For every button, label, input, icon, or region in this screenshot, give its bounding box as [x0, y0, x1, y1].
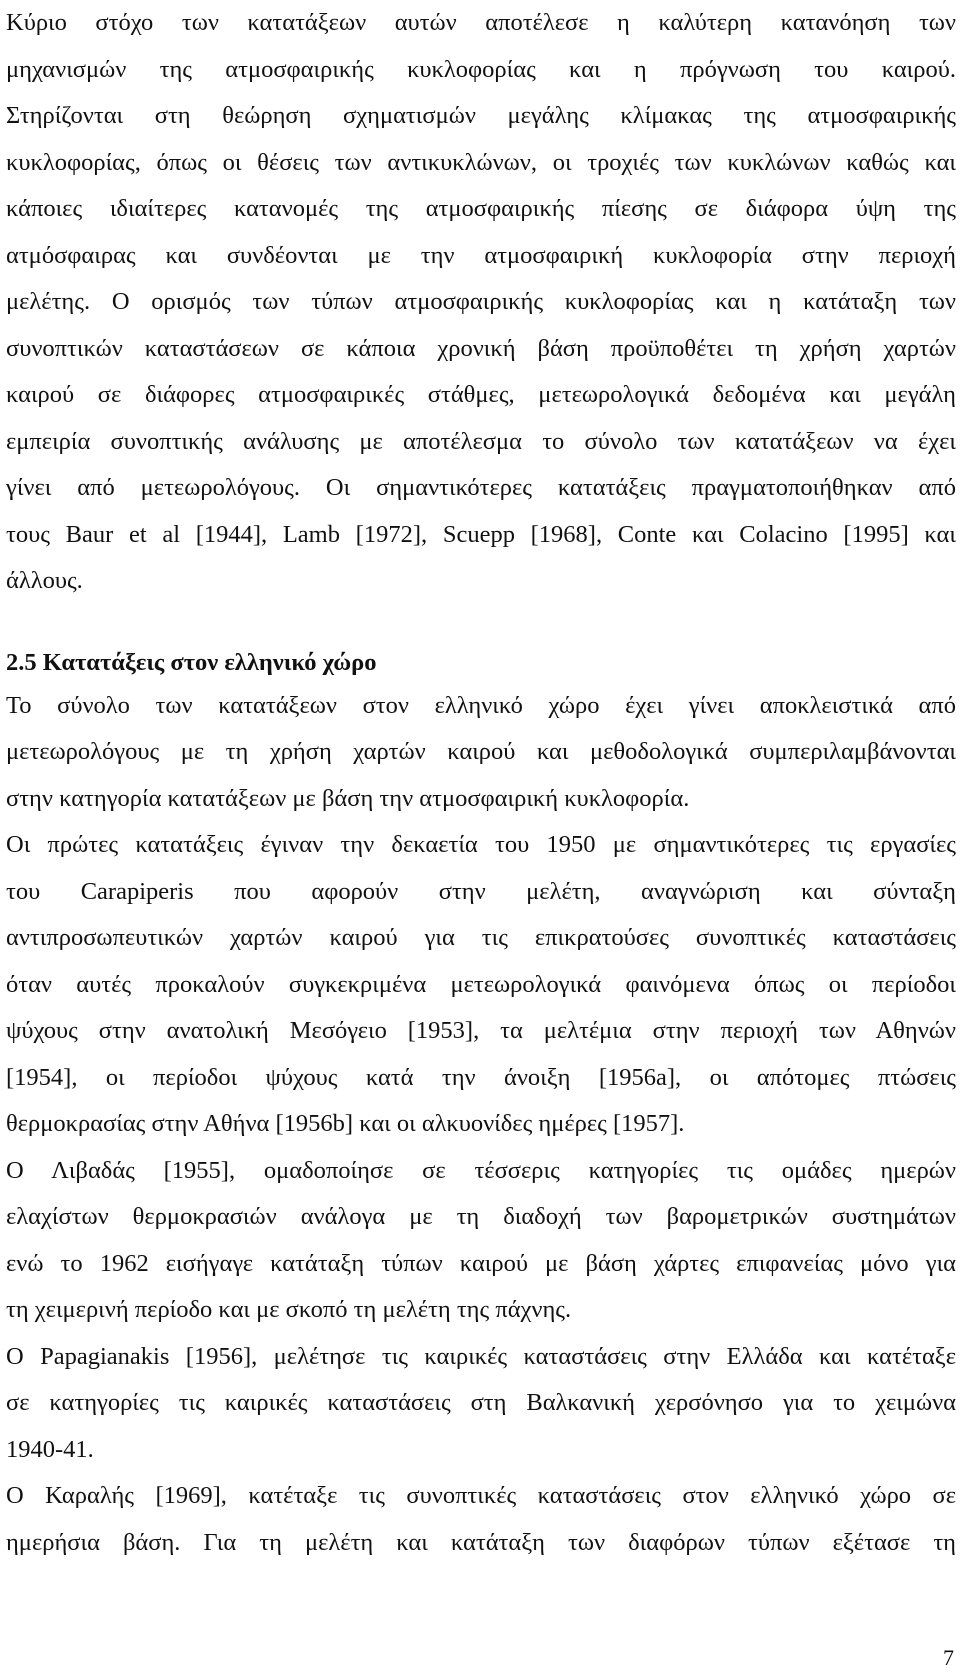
text-line: Οι πρώτες κατατάξεις έγιναν την δεκαετία του 1950 με σημαντικότερες τις εργασίες	[6, 831, 956, 858]
text-line: ενώ το 1962 εισήγαγε κατάταξη τύπων καιρού με βάση χάρτες επιφανείας μόνο για	[6, 1249, 956, 1277]
text-line: άλλους.	[6, 567, 83, 594]
text-line: σε κατηγορίες τις καιρικές καταστάσεις στη Βαλκανική χερσόνησο για το χειμώνα	[6, 1389, 956, 1416]
text-line: συνοπτικών καταστάσεων σε κάποια χρονική βάση προϋποθέτει τη χρήση χαρτών	[6, 334, 956, 362]
document-page	[6, 0, 956, 1566]
text-line: όταν αυτές προκαλούν συγκεκριμένα μετεωρολογικά φαινόμενα όπως οι περίοδοι	[6, 970, 956, 998]
text-line: ημερήσια βάση. Για τη μελέτη και κατάταξη των διαφόρων τύπων εξέτασε τη	[6, 1528, 956, 1556]
text-line: Το σύνολο των κατατάξεων στον ελληνικό χώρο έχει γίνει αποκλειστικά από	[6, 691, 956, 719]
text-line: Ο Papagianakis [1956], μελέτησε τις καιρικές καταστάσεις στην Ελλάδα και κατέταξε	[6, 1342, 956, 1370]
text-line: καιρού σε διάφορες ατμοσφαιρικές στάθμες, μετεωρολογικά δεδομένα και μεγάλη	[6, 381, 956, 408]
paragraph-intro	[6, 0, 956, 605]
paragraph-karalis	[6, 1473, 956, 1566]
text-line: του Carapiperis που αφορούν στην μελέτη, αναγνώριση και σύνταξη	[6, 877, 956, 905]
section-spacer	[6, 605, 956, 643]
text-line: τη χειμερινή περίοδο και με σκοπό τη μελέτη της πάχνης.	[6, 1296, 572, 1323]
text-line: Κύριο στόχο των κατατάξεων αυτών αποτέλεσε η καλύτερη κατανόηση των	[6, 9, 956, 36]
text-line: ατμόσφαιρας και συνδέονται με την ατμοσφαιρική κυκλοφορία στην περιοχή	[6, 241, 956, 269]
text-line: θερμοκρασίας στην Αθήνα [1956b] και οι αλκυονίδες ημέρες [1957].	[6, 1110, 685, 1137]
text-line: 1940-41.	[6, 1435, 94, 1463]
page-number: 7	[943, 1645, 954, 1670]
text-line: μελέτης. Ο ορισμός των τύπων ατμοσφαιρικής κυκλοφορίας και η κατάταξη των	[6, 288, 956, 315]
text-line: εμπειρία συνοπτικής ανάλυσης με αποτέλεσμα το σύνολο των κατατάξεων να έχει	[6, 427, 956, 455]
text-line: στην κατηγορία κατατάξεων με βάση την ατμοσφαιρική κυκλοφορία.	[6, 784, 690, 812]
text-line: [1954], οι περίοδοι ψύχους κατά την άνοιξη [1956a], οι απότομες πτώσεις	[6, 1063, 956, 1091]
text-line: μετεωρολόγους με τη χρήση χαρτών καιρού και μεθοδολογικά συμπεριλαμβάνονται	[6, 738, 956, 765]
text-line: Ο Καραλής [1969], κατέταξε τις συνοπτικές καταστάσεις στον ελληνικό χώρο σε	[6, 1482, 956, 1509]
paragraph-carapiperis	[6, 822, 956, 1148]
paragraph-livadas	[6, 1148, 956, 1334]
text-line: Στηρίζονται στη θεώρηση σχηματισμών μεγάλης κλίμακας της ατμοσφαιρικής	[6, 102, 956, 129]
text-line: ψύχους στην ανατολική Μεσόγειο [1953], τα μελτέμια στην περιοχή των Αθηνών	[6, 1017, 956, 1044]
text-line: γίνει από μετεωρολόγους. Οι σημαντικότερες κατατάξεις πραγματοποιήθηκαν από	[6, 474, 956, 501]
text-line: τους Baur et al [1944], Lamb [1972], Scuepp [1968], Conte και Colacino [1995] και	[6, 520, 956, 548]
section-heading: 2.5 Κατατάξεις στον ελληνικό χώρο	[6, 648, 377, 676]
text-line: κυκλοφορίας, όπως οι θέσεις των αντικυκλώνων, οι τροχιές των κυκλώνων καθώς και	[6, 148, 956, 176]
text-line: Ο Λιβαδάς [1955], ομαδοποίησε σε τέσσερις κατηγορίες τις ομάδες ημερών	[6, 1156, 956, 1184]
text-line: ελαχίστων θερμοκρασιών ανάλογα με τη διαδοχή των βαρομετρικών συστημάτων	[6, 1203, 956, 1230]
paragraph-papagianakis	[6, 1334, 956, 1474]
text-line: κάποιες ιδιαίτερες κατανομές της ατμοσφαιρικής πίεσης σε διάφορα ύψη της	[6, 195, 956, 222]
paragraph-greek-overview	[6, 683, 956, 823]
text-line: μηχανισμών της ατμοσφαιρικής κυκλοφορίας και η πρόγνωση του καιρού.	[6, 55, 956, 83]
text-line: αντιπροσωπευτικών χαρτών καιρού για τις επικρατούσες συνοπτικές καταστάσεις	[6, 924, 956, 951]
